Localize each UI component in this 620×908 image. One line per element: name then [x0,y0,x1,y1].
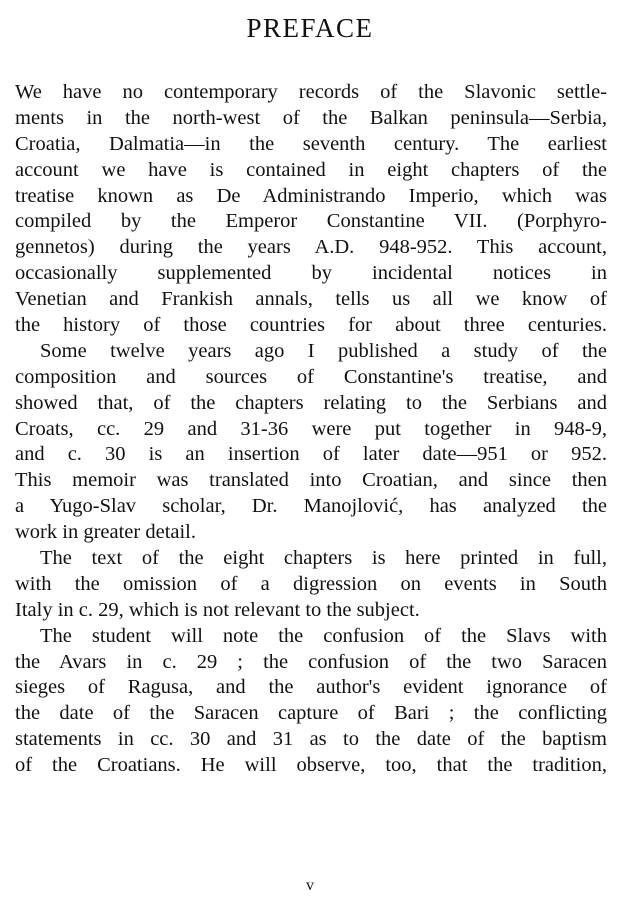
text-line: and c. 30 is an insertion of later date—951 or 952. [15,443,607,466]
text-line: the history of those countries for about three centuries. [15,314,607,337]
page-title: PREFACE [246,13,374,43]
text-line: a Yugo-Slav scholar, Dr. Manojlović, has analyzed the [15,495,607,518]
text-line: This memoir was translated into Croatian, and since then [15,469,607,492]
text-line: showed that, of the chapters relating to the Serbians and [15,391,607,414]
text-line: The student will note the confusion of the Slavs with [40,624,607,647]
text-line: the Avars in c. 29 ; the confusion of the two Saracen [15,650,607,673]
text-line: statements in cc. 30 and 31 as to the date of the baptism [15,728,607,751]
text-line: gennetos) during the years A.D. 948-952. This account, [15,236,607,259]
text-line: account we have is contained in eight chapters of the [15,158,607,181]
text-line: work in greater detail. [15,521,197,544]
page-number: v [306,877,314,894]
text-line: occasionally supplemented by incidental notices in [15,262,607,285]
paragraph-1 [15,80,607,339]
text-line: Venetian and Frankish annals, tells us all we know of [15,288,607,311]
text-line: The text of the eight chapters is here printed in full, [40,547,607,570]
text-line: of the Croatians. He will observe, too, that the tradition, [15,754,607,777]
text-line: Some twelve years ago I published a study of the [40,339,607,362]
text-line: compiled by the Emperor Constantine VII. (Porphyro- [15,210,607,233]
text-line: treatise known as De Administrando Imperio, which was [15,184,607,207]
text-line: with the omission of a digression on events in South [15,572,607,595]
text-line: the date of the Saracen capture of Bari ; the conflicting [15,702,607,725]
text-line: ments in the north-west of the Balkan peninsula—Serbia, [15,106,607,129]
paragraph-3 [15,546,607,624]
text-line: sieges of Ragusa, and the author's evident ignorance of [15,676,607,699]
preface-text [15,80,607,779]
text-line: composition and sources of Constantine's treatise, and [15,365,607,388]
paragraph-2 [15,339,607,546]
text-line: Croats, cc. 29 and 31-36 were put together in 948-9, [15,417,607,440]
paragraph-4 [15,624,607,779]
text-line: Italy in c. 29, which is not relevant to the subject. [15,598,420,621]
text-line: We have no contemporary records of the Slavonic settle- [15,81,607,103]
text-line: Croatia, Dalmatia—in the seventh century. The earliest [15,132,607,155]
